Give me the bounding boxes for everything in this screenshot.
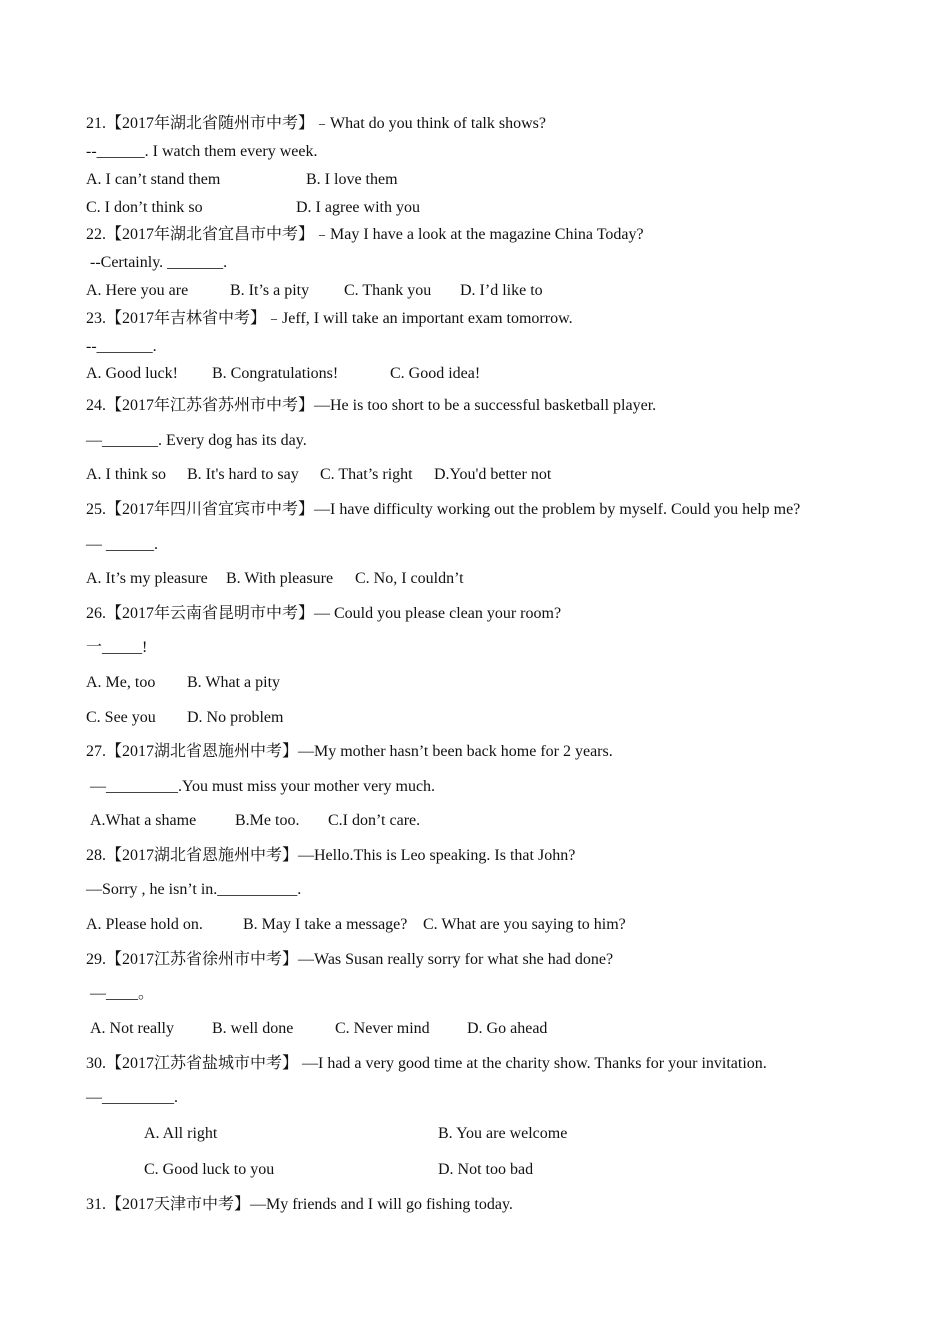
question-29: 29.【2017江苏省徐州市中考】—Was Susan really sorry for what she had done? (86, 951, 614, 968)
option-21b: B. I love them (306, 171, 398, 188)
option-29b: B. well done (212, 1020, 294, 1037)
question-24: 24.【2017年江苏省苏州市中考】—He is too short to be a successful basketball player. (86, 397, 657, 414)
option-21a: A. I can’t stand them (86, 171, 221, 188)
option-28c: C. What are you saying to him? (423, 916, 626, 933)
option-24b: B. It's hard to say (187, 466, 299, 483)
option-29d: D. Go ahead (467, 1020, 548, 1037)
option-28a: A. Please hold on. (86, 916, 203, 933)
question-22: 22.【2017年湖北省宜昌市中考】﹣May I have a look at the magazine China Today? (86, 226, 644, 243)
answer-line-24: —_______. Every dog has its day. (86, 432, 307, 449)
answer-line-26: 一_____! (86, 639, 148, 656)
option-30a: A. All right (144, 1125, 218, 1142)
option-25a: A. It’s my pleasure (86, 570, 208, 587)
question-23: 23.【2017年吉林省中考】﹣Jeff, I will take an important exam tomorrow. (86, 310, 573, 327)
option-23b: B. Congratulations! (212, 365, 339, 382)
answer-line-25: — ______. (86, 536, 158, 553)
option-27a: A.What a shame (90, 812, 197, 829)
option-22c: C. Thank you (344, 282, 432, 299)
option-24c: C. That’s right (320, 466, 413, 483)
question-28: 28.【2017湖北省恩施州中考】—Hello.This is Leo speaking. Is that John? (86, 847, 576, 864)
answer-line-23: --_______. (86, 338, 157, 355)
option-27c: C.I don’t care. (328, 812, 421, 829)
answer-line-27: —_________.You must miss your mother very much. (86, 778, 436, 795)
question-25: 25.【2017年四川省宜宾市中考】—I have difficulty working out the problem by myself. Could you help me? (86, 501, 801, 518)
answer-line-29: —____。 (86, 985, 155, 1002)
answer-line-28: —Sorry , he isn’t in.__________. (86, 881, 302, 898)
answer-line-21: --______. I watch them every week. (86, 143, 318, 160)
option-26d: D. No problem (187, 709, 284, 726)
option-21d: D. I agree with you (296, 199, 420, 216)
question-21: 21.【2017年湖北省随州市中考】﹣What do you think of talk shows? (86, 115, 546, 132)
question-31: 31.【2017天津市中考】—My friends and I will go fishing today. (86, 1196, 513, 1213)
option-21c: C. I don’t think so (86, 199, 203, 216)
option-26c: C. See you (86, 709, 156, 726)
question-27: 27.【2017湖北省恩施州中考】—My mother hasn’t been back home for 2 years. (86, 743, 613, 760)
option-23a: A. Good luck! (86, 365, 178, 382)
option-26a: A. Me, too (86, 674, 156, 691)
option-25b: B. With pleasure (226, 570, 334, 587)
option-24a: A. I think so (86, 466, 166, 483)
answer-line-30: —_________. (86, 1089, 178, 1106)
option-24d: D.You'd better not (434, 466, 552, 483)
option-26b: B. What a pity (187, 674, 281, 691)
option-25c: C. No, I couldn’t (355, 570, 464, 587)
option-29c: C. Never mind (335, 1020, 430, 1037)
option-30d: D. Not too bad (438, 1161, 534, 1178)
option-30c: C. Good luck to you (144, 1161, 275, 1178)
option-22a: A. Here you are (86, 282, 189, 299)
question-26: 26.【2017年云南省昆明市中考】— Could you please clean your room? (86, 605, 562, 622)
option-23c: C. Good idea! (390, 365, 481, 382)
answer-line-22: --Certainly. _______. (86, 254, 228, 271)
option-27b: B.Me too. (235, 812, 300, 829)
option-28b: B. May I take a message? (243, 916, 408, 933)
option-30b: B. You are welcome (438, 1125, 568, 1142)
option-22d: D. I’d like to (460, 282, 543, 299)
option-22b: B. It’s a pity (230, 282, 310, 299)
question-30: 30.【2017江苏省盐城市中考】 —I had a very good time at the charity show. Thanks for your invitation. (86, 1055, 767, 1072)
option-29a: A. Not really (90, 1020, 174, 1037)
